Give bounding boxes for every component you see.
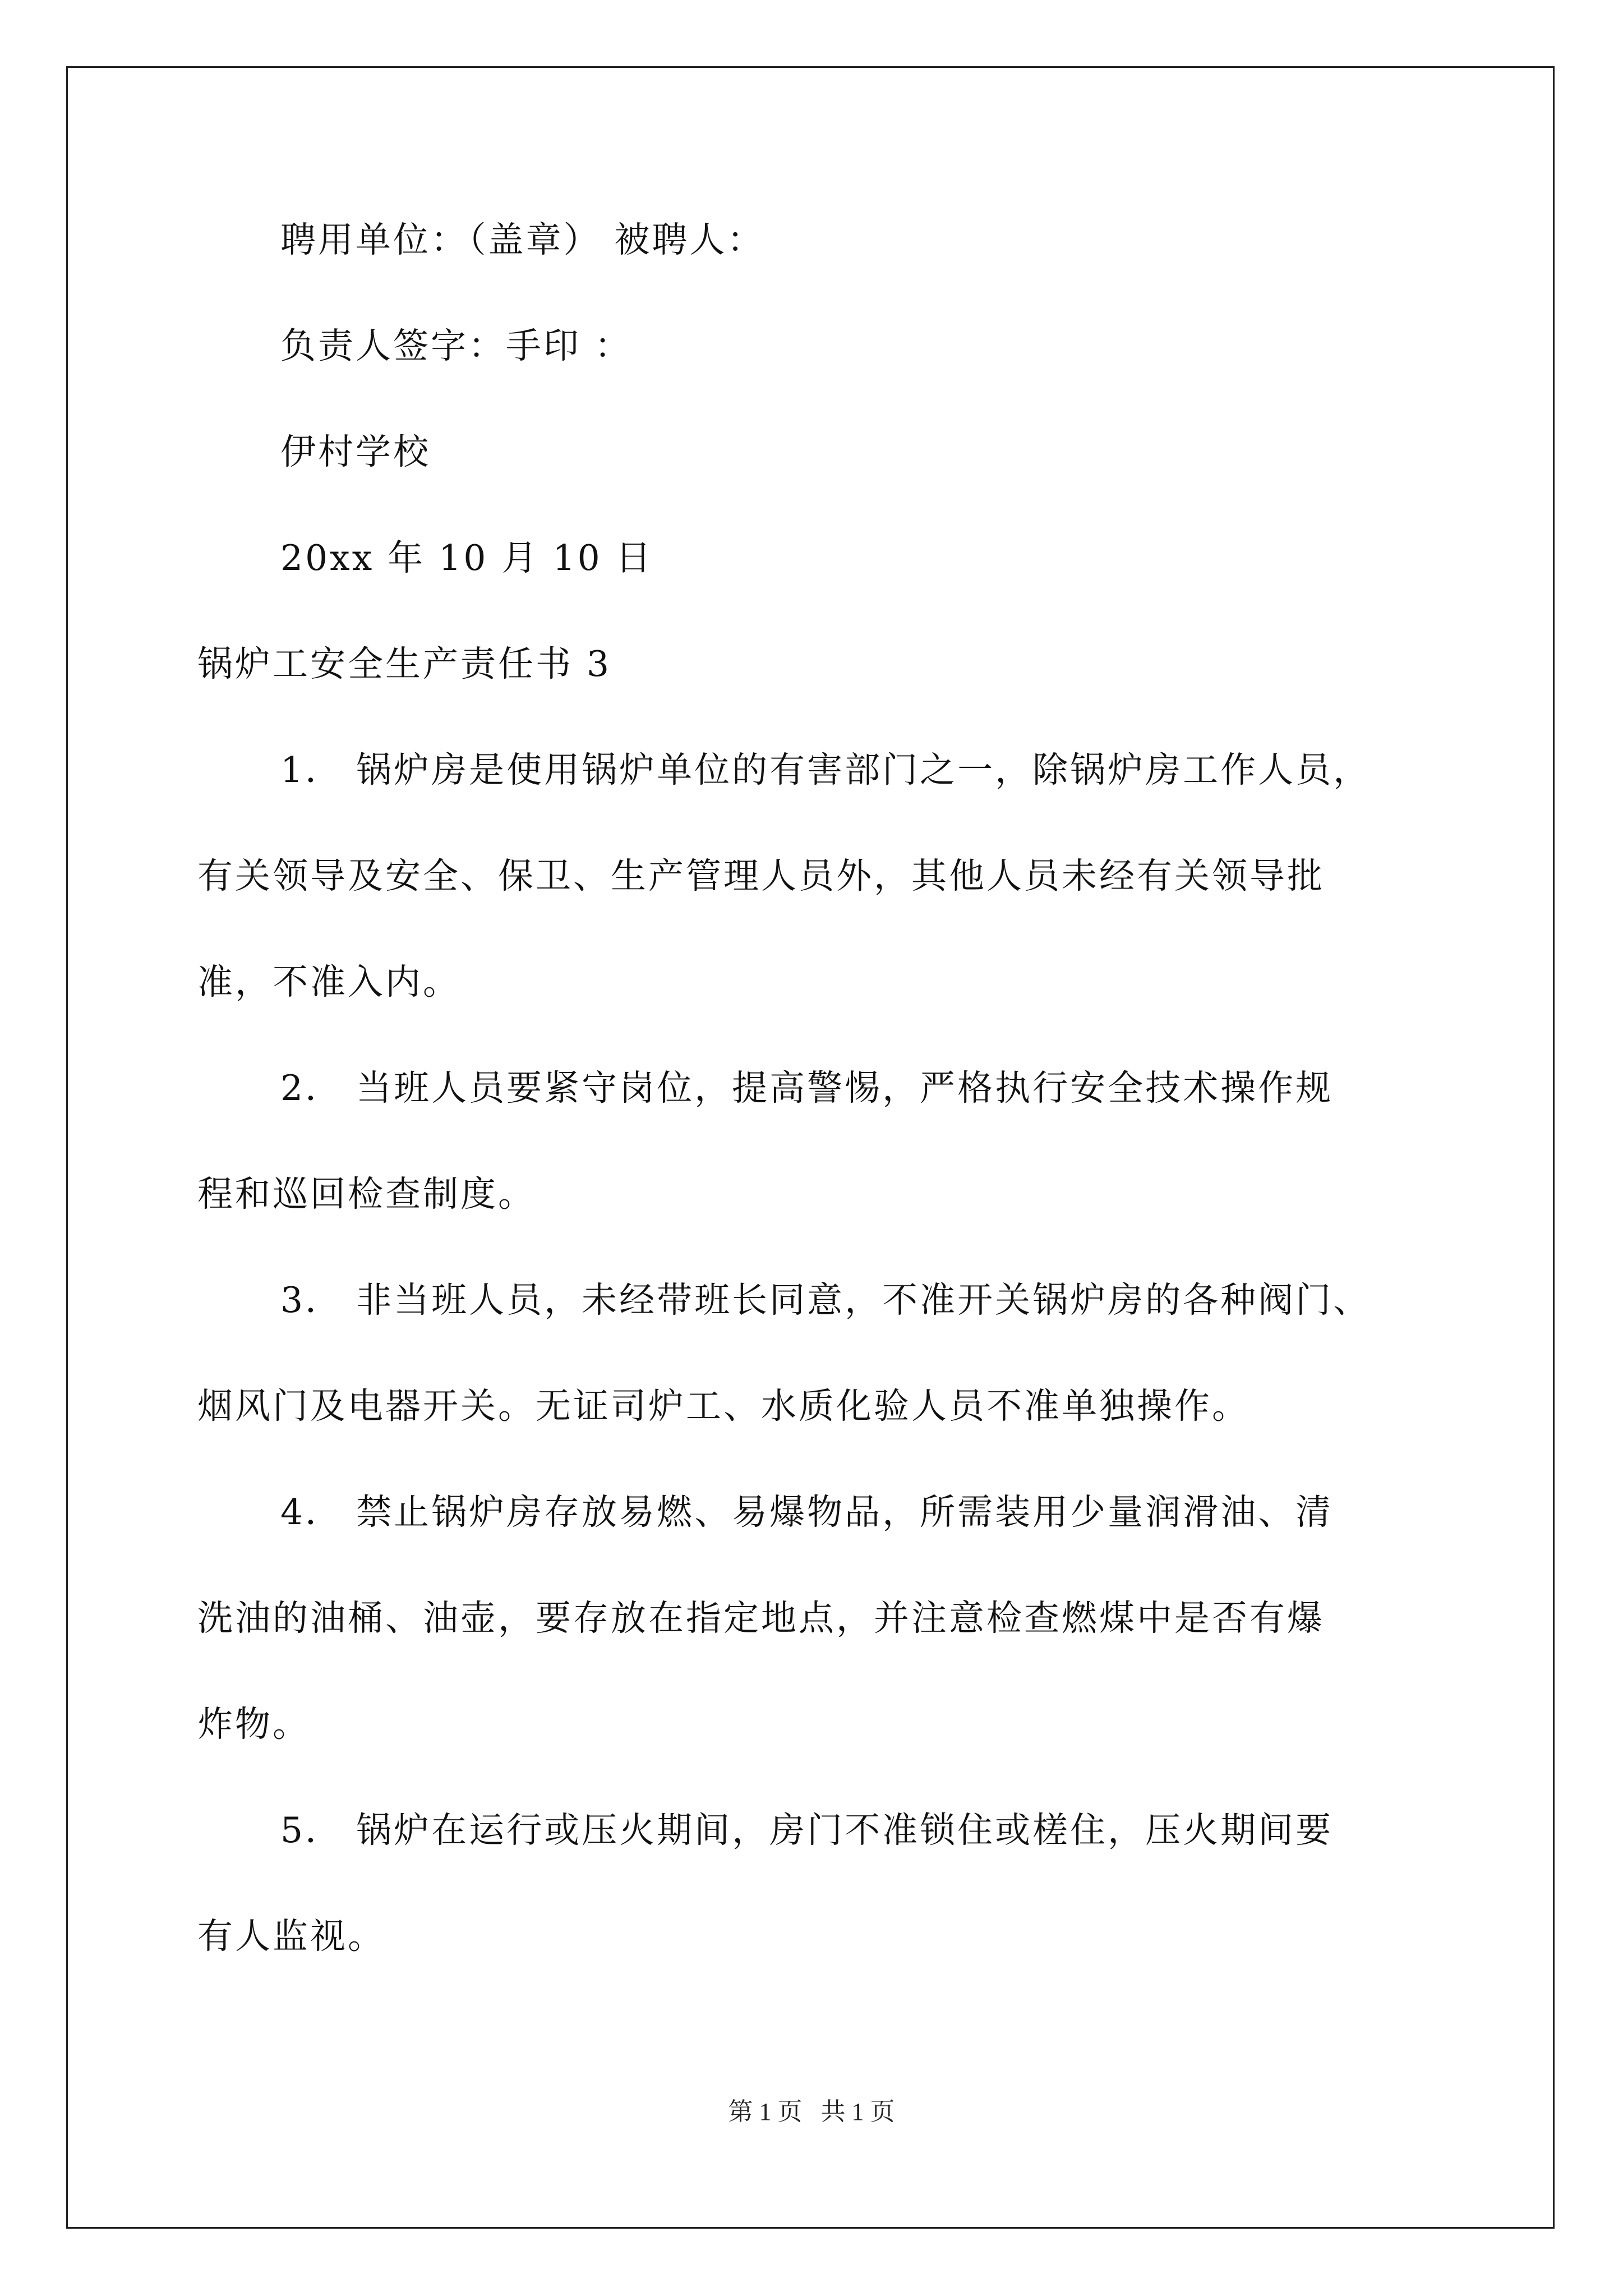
- paragraph-line: 准，不准入内。: [197, 961, 460, 1002]
- paragraph-3: [197, 1273, 1465, 1433]
- paragraph-2: [197, 1061, 1465, 1221]
- page-number: 第 1 页: [728, 2098, 803, 2125]
- paragraph-line: 有人监视。: [197, 1916, 385, 1957]
- paragraph-line: 3． 非当班人员，未经带班长同意，不准开关锅炉房的各种阀门、: [280, 1280, 1371, 1320]
- employer-line: 聘用单位：（盖章） 被聘人：: [280, 219, 765, 260]
- paragraph-line: 洗油的油桶、油壶，要存放在指定地点，并注意检查燃煤中是否有爆: [197, 1598, 1325, 1639]
- paragraph-line: 烟风门及电器开关。无证司炉工、水质化验人员不准单独操作。: [197, 1386, 1249, 1427]
- paragraph-line: 炸物。: [197, 1704, 310, 1745]
- paragraph-line: 1． 锅炉房是使用锅炉单位的有害部门之一，除锅炉房工作人员，: [280, 749, 1371, 790]
- paragraph-line: 5． 锅炉在运行或压火期间，房门不准锁住或槎住，压火期间要: [280, 1810, 1334, 1851]
- paragraph-line: 程和巡回检查制度。: [197, 1174, 536, 1214]
- paragraph-line: 4． 禁止锅炉房存放易燃、易爆物品，所需装用少量润滑油、清: [280, 1492, 1334, 1533]
- paragraph-5: [197, 1803, 1465, 1963]
- page-footer: [0, 2095, 1623, 2129]
- paragraph-line: 有关领导及安全、保卫、生产管理人员外，其他人员未经有关领导批: [197, 855, 1325, 896]
- paragraph-4: [197, 1485, 1465, 1751]
- paragraph-line: 2． 当班人员要紧守岗位，提高警惕，严格执行安全技术操作规: [280, 1068, 1334, 1108]
- signer-line: 负责人签字：手印 ：: [280, 325, 633, 366]
- school-name: 伊村学校: [280, 431, 431, 472]
- section-title: 锅炉工安全生产责任书 3: [197, 643, 612, 684]
- document-date: 20xx 年 10 月 10 日: [280, 537, 653, 578]
- paragraph-1: [197, 743, 1465, 1009]
- page-total: 共 1 页: [820, 2098, 895, 2125]
- document-body: [197, 213, 1465, 1963]
